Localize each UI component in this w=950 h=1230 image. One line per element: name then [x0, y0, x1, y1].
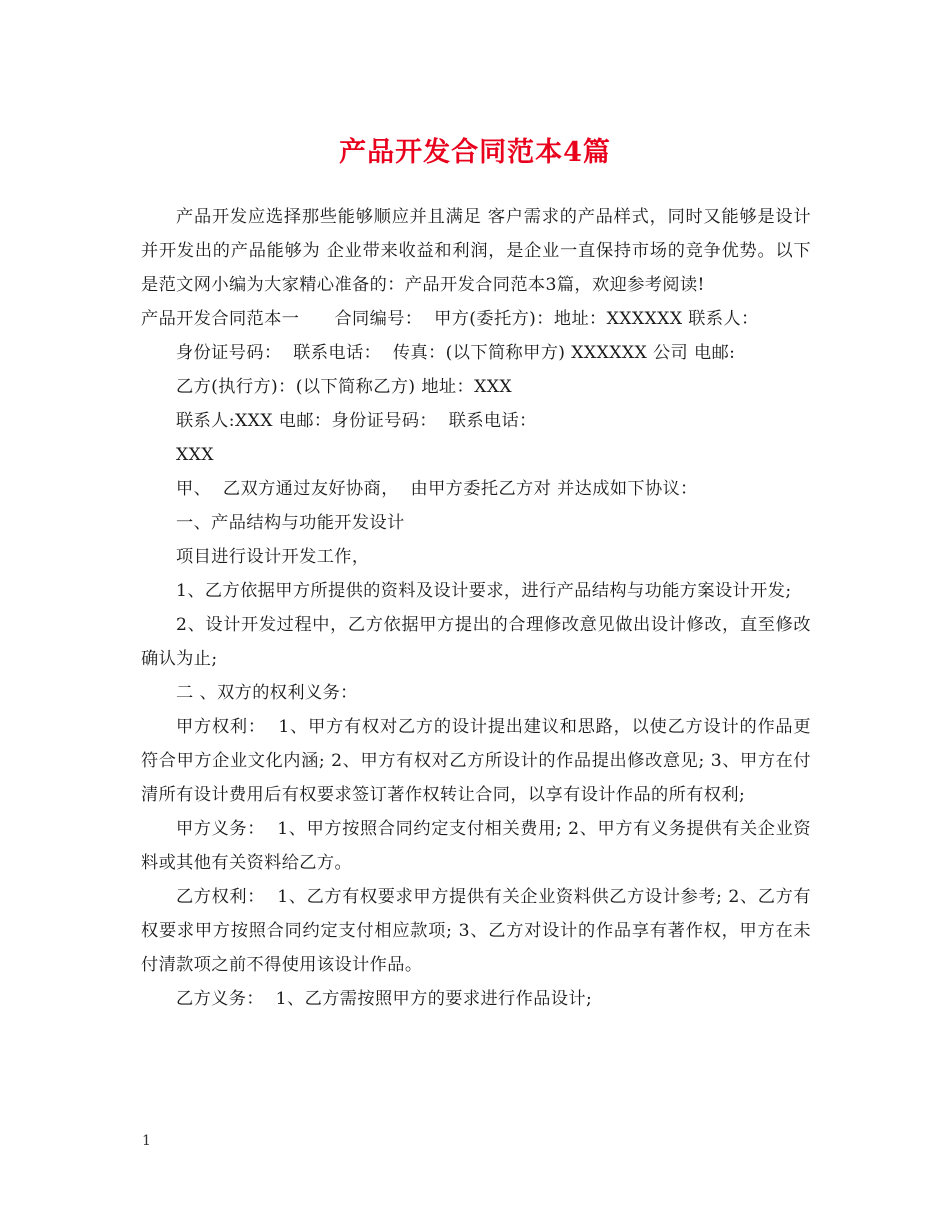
paragraph-agreement: 甲、 乙双方通过友好协商， 由甲方委托乙方对 并达成如下协议：	[176, 479, 698, 499]
paragraph-party-b-duties: 乙方义务： 1、乙方需按照甲方的要求进行作品设计;	[176, 989, 593, 1009]
paragraph-party-b-phone: XXX	[176, 445, 214, 465]
paragraph-party-b: 乙方(执行方)：(以下简称乙方) 地址：XXX	[176, 377, 513, 397]
document-title: 产品开发合同范本4篇	[339, 137, 611, 168]
paragraph-party-a-rights: 甲方权利： 1、甲方有权对乙方的设计提出建议和思路，以使乙方设计的作品更符合甲方企业文化内涵; 2、甲方有权对乙方所设计的作品提出修改意见; 3、甲方在付清所有设计费用后有权要求签订著作权转让合同，以享有设计作品的所有权利;	[141, 717, 811, 805]
page-number: 1	[142, 1133, 151, 1149]
paragraph-party-a-contact: 身份证号码： 联系电话： 传真：(以下简称甲方) XXXXXX 公司 电邮:	[176, 343, 736, 363]
paragraph-item-1: 1、乙方依据甲方所提供的资料及设计要求，进行产品结构与功能方案设计开发;	[176, 581, 792, 601]
paragraph-project: 项目进行设计开发工作，	[176, 547, 370, 567]
paragraph-item-2: 2、设计开发过程中，乙方依据甲方提出的合理修改意见做出设计修改，直至修改确认为止;	[141, 615, 811, 669]
section-heading-2: 二 、双方的权利义务：	[176, 683, 358, 703]
paragraph-party-b-contact: 联系人:XXX 电邮：身份证号码： 联系电话：	[176, 411, 537, 431]
paragraph-party-b-rights: 乙方权利： 1、乙方有权要求甲方提供有关企业资料供乙方设计参考; 2、乙方有权要求甲方按照合同约定支付相应款项; 3、乙方对设计的作品享有著作权，甲方在未付清款项之前不得使用该设计作品。	[141, 887, 811, 975]
paragraph-contract-header: 产品开发合同范本一 合同编号： 甲方(委托方)：地址：XXXXXX 联系人：	[141, 309, 759, 329]
paragraph-intro: 产品开发应选择那些能够顺应并且满足 客户需求的产品样式，同时又能够是设计并开发出的产品能够为 企业带来收益和利润，是企业一直保持市场的竞争优势。以下是范文网小编为大家精心准备的：产品开发合同范本3篇，欢迎参考阅读!	[141, 207, 811, 295]
section-heading-1: 一、产品结构与功能开发设计	[176, 513, 405, 533]
document-body	[141, 200, 811, 1016]
paragraph-party-a-duties: 甲方义务： 1、甲方按照合同约定支付相关费用; 2、甲方有义务提供有关企业资料或其他有关资料给乙方。	[141, 819, 811, 873]
